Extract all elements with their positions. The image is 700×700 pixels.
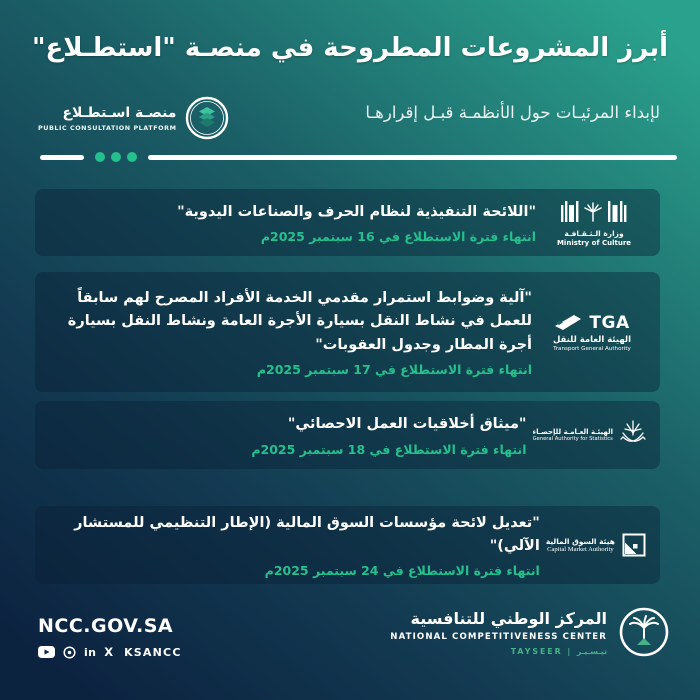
project-deadline: انتهاء فترة الاستطلاع في 16 سبتمبر 2025م [260,229,536,245]
project-title: "اللائحة التنفيذية لنظام الحرف والصناعات اليدوية" [177,203,536,220]
social-row [38,645,182,659]
authority-name-english: General Authority for Statistics [532,436,613,442]
authority-name-english: Ministry of Culture [556,238,632,247]
project-3-text [49,413,532,456]
tga-wing-icon [554,314,584,332]
project-deadline: انتهاء فترة الاستطلاع في 24 سبتمبر 2025م [264,563,540,579]
ncc-palm-emblem-icon [618,606,670,658]
transport-general-authority-logo [538,313,646,352]
project-card-1 [35,189,660,256]
tga-abbreviation: TGA [589,312,630,333]
divider-bar-long [148,155,677,160]
project-title: "ميثاق أخلاقيات العمل الاحصائي" [287,416,527,433]
green-dot [95,152,105,162]
project-card-2 [35,272,660,392]
istitlaa-platform-logo [38,96,229,140]
project-1-text [49,201,542,244]
website-url: NCC.GOV.SA [38,615,174,637]
cma-square-icon [622,533,646,557]
statistics-authority-logo [532,417,646,453]
authority-name-english: Transport General Authority [553,345,631,352]
project-deadline: انتهاء فترة الاستطلاع في 18 سبتمبر 2025م [251,441,527,457]
green-dot [127,152,137,162]
ministry-of-culture-icon [561,199,627,226]
ncc-logo-text [390,609,607,656]
project-card-3 [35,401,660,469]
ncc-logo [390,606,670,658]
x-twitter-icon: X [104,645,114,659]
tayseer-tagline: TAYSEER | تيـسـيـر [510,646,607,656]
project-deadline: انتهاء فترة الاستطلاع في 17 سبتمبر 2025م [256,361,532,377]
project-2-text [49,287,538,377]
platform-name-english: PUBLIC CONSULTATION PLATFORM [38,123,177,132]
instagram-icon [63,646,76,659]
page-title: أبرز المشروعات المطروحة في منصـة "استطـلاع" [31,33,669,63]
youtube-icon [38,646,55,658]
capital-market-authority-logo [546,533,646,557]
project-4-text [49,512,546,578]
platform-logo-text [38,105,176,132]
authority-name-arabic: الهيئـة العـامـة للإحصـاء [532,428,613,436]
authority-name-arabic: هيئة السوق المالية [545,537,615,546]
authority-name-arabic: الهيئة العامة للنقل [552,334,632,345]
linkedin-icon: in [84,645,97,659]
ministry-of-culture-logo [542,199,646,247]
divider-dots [95,152,137,162]
page-subtitle: لإبداء المرئيـات حول الأنظمـة قبـل إقرارهـا [365,103,660,122]
project-title: "تعديل لائحة مؤسسات السوق المالية (الإطار التنظيمي للمستشار الآلي)" [74,514,540,554]
project-title: "آلية وضوابط استمرار مقدمي الخدمة الأفراد المصرح لهم سابقاً للعمل في نشاط النقل بسيارة الأجرة العامة ونشاط النقل بسيارة أجرة المطار وجدول العقوبات" [67,290,532,353]
divider-bar-short [40,155,84,160]
authority-name-english: Capital Market Authority [547,546,614,553]
authority-name-arabic: وزارة الـثـقـافـة [564,228,624,238]
ncc-name-arabic: المركز الوطني للتنافسية [410,608,607,628]
green-dot [111,152,121,162]
divider [40,151,677,163]
ncc-name-english: NATIONAL COMPETITIVENESS CENTER [390,631,607,642]
palm-swords-emblem-icon [620,417,646,453]
platform-name-arabic: منصـة اسـتطـلاع [62,104,177,121]
project-card-4 [35,506,660,584]
social-handle: KSANCC [124,645,182,659]
layers-circle-icon [185,96,229,140]
